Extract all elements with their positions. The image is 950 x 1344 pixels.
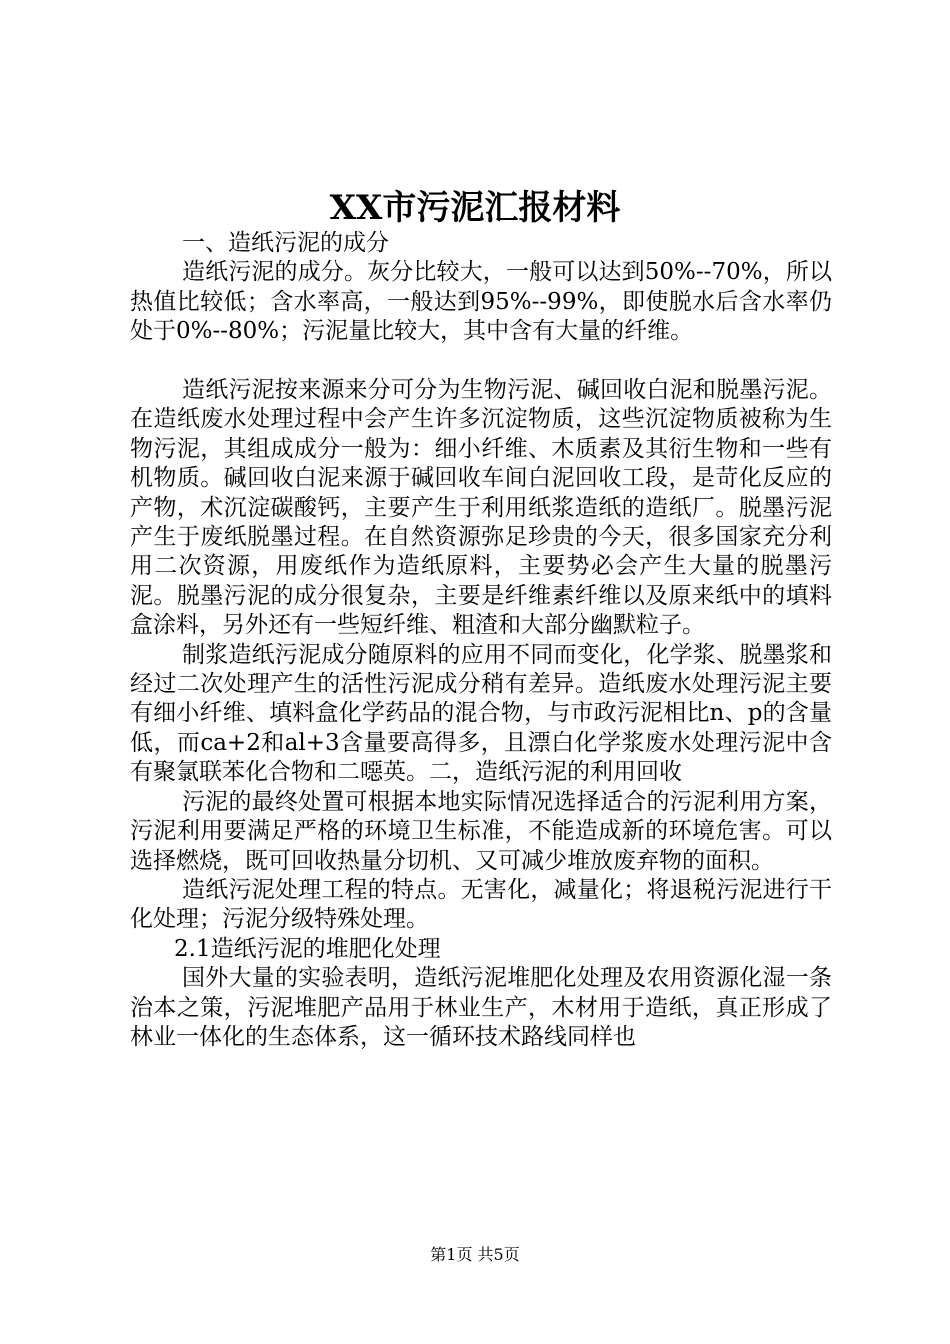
paragraph-sources: 造纸污泥按来源来分可分为生物污泥、碱回收白泥和脱墨污泥。在造纸废水处理过程中会产生许多沉淀物质，这些沉淀物质被称为生物污泥，其组成成分一般为：细小纤维、木质素及其衍生物和一些有机物质。碱回收白泥来源于碱回收车间白泥回收工段，是苛化反应的产物，术沉淀碳酸钙，主要产生于利用纸浆造纸的造纸厂。脱墨污泥产生于废纸脱墨过程。在自然资源弥足珍贵的今天，很多国家充分利用二次资源，用废纸作为造纸原料，主要势必会产生大量的脱墨污泥。脱墨污泥的成分很复杂，主要是纤维素纤维以及原来纸中的填料盒涂料，另外还有一些短纤维、粗渣和大部分幽默粒子。 bbox=[130, 377, 832, 639]
document-body bbox=[130, 229, 832, 1052]
paragraph-spacer bbox=[130, 347, 832, 376]
paragraph-composition: 造纸污泥的成分。灰分比较大，一般可以达到50%--70%，所以热值比较低；含水率高，一般达到95%--99%，即使脱水后含水率仍处于0%--80%；污泥量比较大，其中含有大量的纤维。 bbox=[130, 259, 832, 345]
section-heading-2-1: 2.1造纸污泥的堆肥化处理 bbox=[174, 935, 441, 962]
paragraph-features: 造纸污泥处理工程的特点。无害化，减量化；将退税污泥进行干化处理；污泥分级特殊处理。 bbox=[130, 876, 832, 933]
paragraph-disposal: 污泥的最终处置可根据本地实际情况选择适合的污泥利用方案，污泥利用要满足严格的环境卫生标准，不能造成新的环境危害。可以选择燃烧，既可回收热量分切机、又可减少堆放废弃物的面积。 bbox=[130, 788, 832, 874]
page-footer: 第1页 共5页 bbox=[430, 1245, 520, 1264]
paragraph-pulping: 制浆造纸污泥成分随原料的应用不同而变化，化学浆、脱墨浆和经过二次处理产生的活性污泥成分稍有差异。造纸废水处理污泥主要有细小纤维、填料盒化学药品的混合物，与市政污泥相比n、p的含量低，而ca+2和al+3含量要高得多，且漂白化学浆废水处理污泥中含有聚氯联苯化合物和二噁英。二，造纸污泥的利用回收 bbox=[130, 641, 832, 786]
section-heading-1: 一、造纸污泥的成分 bbox=[182, 230, 389, 256]
document-title: XX市污泥汇报材料 bbox=[329, 188, 621, 228]
paragraph-composting: 国外大量的实验表明，造纸污泥堆肥化处理及农用资源化湿一条治本之策，污泥堆肥产品用于林业生产，木材用于造纸，真正形成了林业一体化的生态体系，这一循环技术路线同样也 bbox=[130, 965, 832, 1050]
